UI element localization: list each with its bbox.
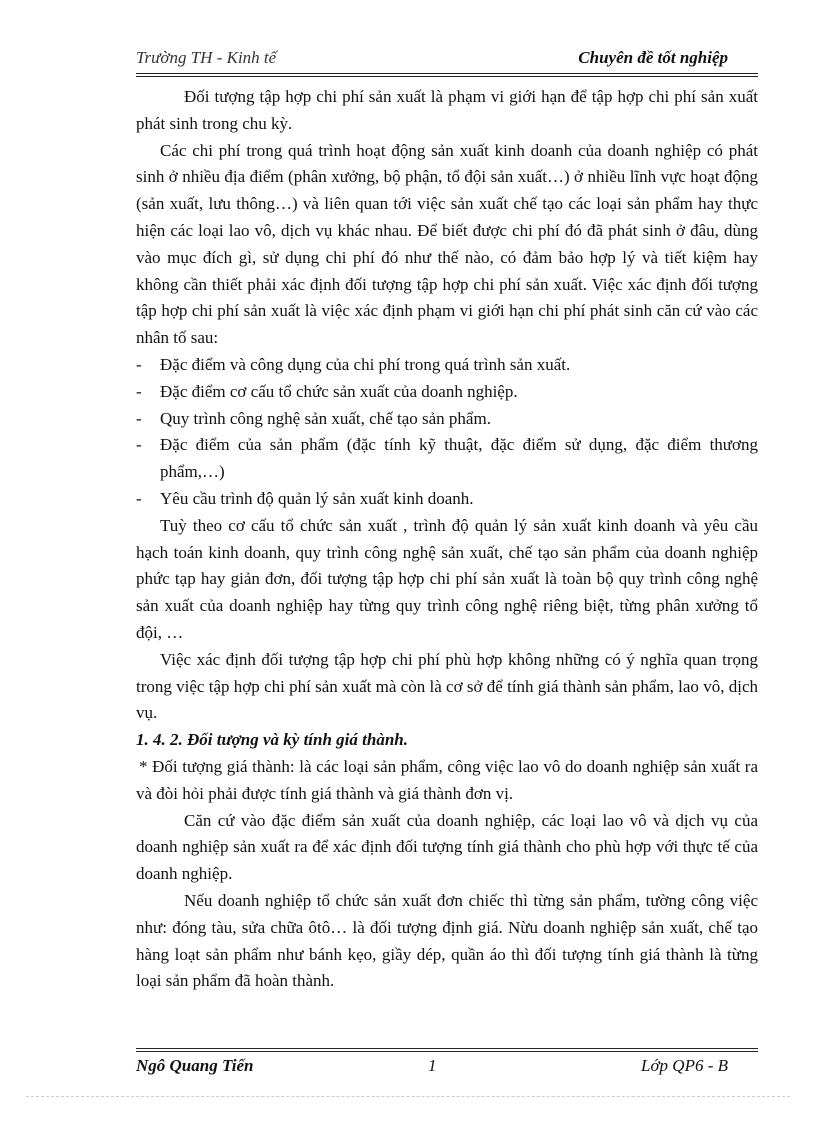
paragraph-basis: Căn cứ vào đặc điểm sản xuất của doanh nghiệp, các loại lao vô và dịch vụ của doanh nghiệp sản xuất ra để xác định đối tượng tính giá thành cho phù hợp với thực tế của doanh nghiệp. — [136, 810, 758, 884]
section-heading: 1. 4. 2. Đối tượng và kỳ tính giá thành. — [136, 730, 408, 750]
page-header — [136, 48, 758, 72]
bullet-dash: - — [136, 354, 142, 374]
header-rule-bottom — [136, 76, 758, 77]
footer-class: Lớp QP6 - B — [641, 1056, 728, 1075]
footer-author: Ngô Quang Tiến — [136, 1056, 254, 1075]
header-rule-top — [136, 73, 758, 74]
page-number: 1 — [428, 1056, 437, 1075]
list-item — [136, 406, 758, 433]
footer-rule-top — [136, 1048, 758, 1049]
paragraph-cost-locations: Các chi phí trong quá trình hoạt động sản xuất kinh doanh của doanh nghiệp có phát sinh ở nhiều địa điểm (phân xưởng, bộ phận, tổ đội sản xuất…) ở nhiều lĩnh vực hoạt động (sản xuất, lưu thông…) và liên quan tới việc sản xuất chế tạo các loại sản phẩm hay thực hiện các loại lao vô, dịch vụ khác nhau. Để biết được chi phí đó đã phát sinh ở đâu, dùng vào mục đích gì, sử dụng chi phí đó như thế nào, có đảm bảo hợp lý và tiết kiệm hay không cần thiết phải xác định đối tượng tập hợp chi phí sản xuất. Việc xác định đối tượng tập hợp chi phí sản xuất là việc xác định phạm vi giới hạn chi phí phát sinh căn cứ vào các nhân tố sau: — [136, 140, 758, 348]
paragraph-definition: Đối tượng tập hợp chi phí sản xuất là phạm vi giới hạn để tập hợp chi phí sản xuất phát sinh trong chu kỳ. — [136, 87, 758, 133]
list-item-text: Đặc điểm và công dụng của chi phí trong quá trình sản xuất. — [160, 354, 571, 374]
list-item — [136, 379, 758, 406]
bullet-dash: - — [136, 381, 142, 401]
paragraph-organization: Tuỳ theo cơ cấu tổ chức sản xuất , trình độ quản lý sản xuất kinh doanh và yêu cầu hạch toán kinh doanh, quy trình công nghệ sản xuất, chế tạo sản phẩm của doanh nghiệp phức tạp hay giản đơn, đối tượng tập hợp chi phí sản xuất là toàn bộ quy trình công nghệ sản xuất của doanh nghiệp hay từng quy trình công nghệ riêng biệt, từng phân xưởng tổ đội, … — [136, 515, 758, 642]
list-item — [136, 432, 758, 486]
header-school: Trường TH - Kinh tế — [136, 48, 277, 67]
list-item-text: Đặc điểm của sản phẩm (đặc tính kỹ thuật, đặc điểm sử dụng, đặc điểm thương phẩm,…) — [160, 435, 758, 482]
document-body — [136, 84, 758, 995]
paragraph-significance: Việc xác định đối tượng tập hợp chi phí phù hợp không những có ý nghĩa quan trọng trong việc tập hợp chi phí sản xuất mà còn là cơ sở để tính giá thành sản phẩm, lao vô, dịch vụ. — [136, 649, 758, 723]
list-item — [136, 352, 758, 379]
header-title: Chuyên đề tốt nghiệp — [578, 48, 728, 67]
page-footer — [136, 1056, 758, 1080]
paragraph-cost-object: * Đối tượng giá thành: là các loại sản phẩm, công việc lao vô do doanh nghiệp sản xuất ra và đòi hỏi phải được tính giá thành và giá thành đơn vị. — [136, 756, 758, 803]
bullet-dash: - — [136, 435, 142, 455]
footer-rule-bottom — [136, 1051, 758, 1052]
list-item-text: Yêu cầu trình độ quản lý sản xuất kinh doanh. — [160, 488, 474, 508]
list-item-text: Đặc điểm cơ cấu tổ chức sản xuất của doanh nghiệp. — [160, 381, 518, 401]
paragraph-single-production: Nếu doanh nghiệp tổ chức sản xuất đơn chiếc thì từng sản phẩm, tường công việc như: đóng tàu, sửa chữa ôtô… là đối tượng định giá. Nừu doanh nghiệp sản xuất, chế tạo hàng loạt sản phẩm như bánh kẹo, giầy dép, quần áo thì đối tượng tính giá thành là từng loại sản phẩm đã hoàn thành. — [136, 890, 758, 991]
list-item — [136, 486, 758, 513]
bullet-dash: - — [136, 408, 142, 428]
bullet-dash: - — [136, 488, 142, 508]
page-boundary-line — [26, 1096, 790, 1097]
list-item-text: Quy trình công nghệ sản xuất, chế tạo sản phẩm. — [160, 408, 491, 428]
